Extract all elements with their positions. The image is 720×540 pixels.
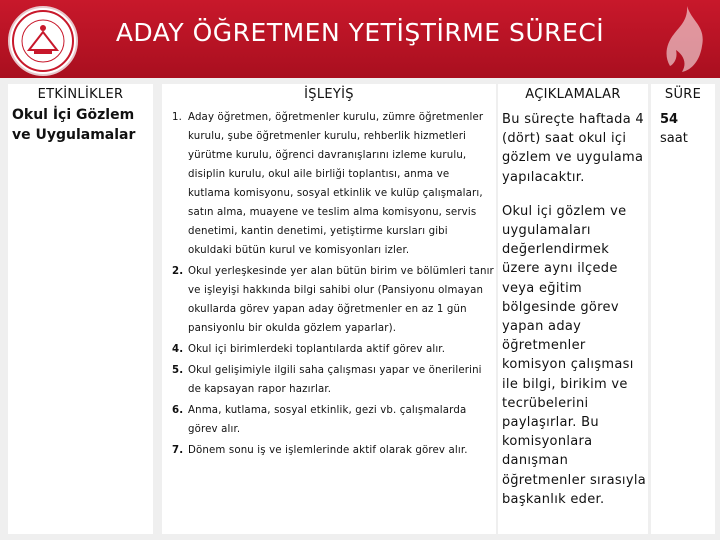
activity-line: Okul İçi Gözlem <box>12 107 135 123</box>
item-text: Okul yerleşkesinde yer alan bütün birim ve bölümleri tanır ve işleyişi hakkında bilgi sahibi olur (Pansiyonu olmayan okullarda görev yapan aday öğretmenler en az 1 gün pansiyonlu bir okulda gözlem yaparlar). <box>188 266 494 334</box>
flame-icon <box>662 4 712 74</box>
item-text: Okul gelişimiyle ilgili saha çalışması yapar ve önerilerini de kapsayan rapor hazırlar. <box>188 365 482 395</box>
list-item <box>172 108 494 260</box>
activities-column <box>8 84 153 534</box>
item-text: Okul içi birimlerdeki toplantılarda aktif görev alır. <box>188 344 446 355</box>
duration-value: 54 <box>660 112 679 127</box>
item-text: Anma, kutlama, sosyal etkinlik, gezi vb. çalışmalarda görev alır. <box>188 405 467 435</box>
duration-cell <box>660 110 716 148</box>
process-list <box>172 108 494 462</box>
item-text: Aday öğretmen, öğretmenler kurulu, zümre öğretmenler kurulu, şube öğretmenler kurulu, rehberlik hizmetleri yürütme kurulu, öğrenci davranışlarını izleme kurulu, disiplin kurulu, okul aile birliği toplantısı, anma ve kutlama komisyonu, sosyal etkinlik ve kulüp çalışmaları, satın alma, muayene ve teslim alma komisyonu, servis denetimi, kantin denetimi, yetiştirme kursları gibi okuldaki bütün kurul ve komisyonları izler. <box>188 112 484 256</box>
title-banner <box>0 0 720 78</box>
item-number: 4. <box>172 344 184 355</box>
activity-name <box>12 105 162 145</box>
list-item <box>172 340 494 359</box>
explanation-paragraph: Bu süreçte haftada 4 (dört) saat okul içi gözlem ve uygulama yapılacaktır. <box>502 112 644 185</box>
list-item <box>172 361 494 399</box>
page-title: ADAY ÖĞRETMEN YETİŞTİRME SÜRECİ <box>115 18 605 47</box>
explanation-paragraph: Okul içi gözlem ve uygulamaları değerlendirmek üzere aynı ilçede veya eğitim bölgesinde görev yapan aday öğretmenler komisyon çalışması ile bilgi, birikim ve tecrübelerini paylaşırlar. Bu komisyonlara danışman öğretmenler sırasıyla başkanlık eder. <box>502 203 646 507</box>
list-item <box>172 401 494 439</box>
duration-unit: saat <box>660 131 688 146</box>
duration-column <box>651 84 715 534</box>
item-number: 2. <box>172 266 184 277</box>
item-text: Dönem sonu iş ve işlemlerinde aktif olarak görev alır. <box>188 445 468 456</box>
item-number: 1. <box>172 112 183 123</box>
process-header: İŞLEYİŞ <box>304 87 354 102</box>
list-item <box>172 262 494 338</box>
list-item <box>172 441 494 460</box>
item-number: 6. <box>172 405 184 416</box>
explanations-text <box>502 110 648 524</box>
activities-header: ETKİNLİKLER <box>37 87 124 102</box>
explanations-header: AÇIKLAMALAR <box>525 87 621 102</box>
item-number: 5. <box>172 365 184 376</box>
activity-line: ve Uygulamalar <box>12 127 136 143</box>
duration-header: SÜRE <box>664 87 702 102</box>
item-number: 7. <box>172 445 184 456</box>
